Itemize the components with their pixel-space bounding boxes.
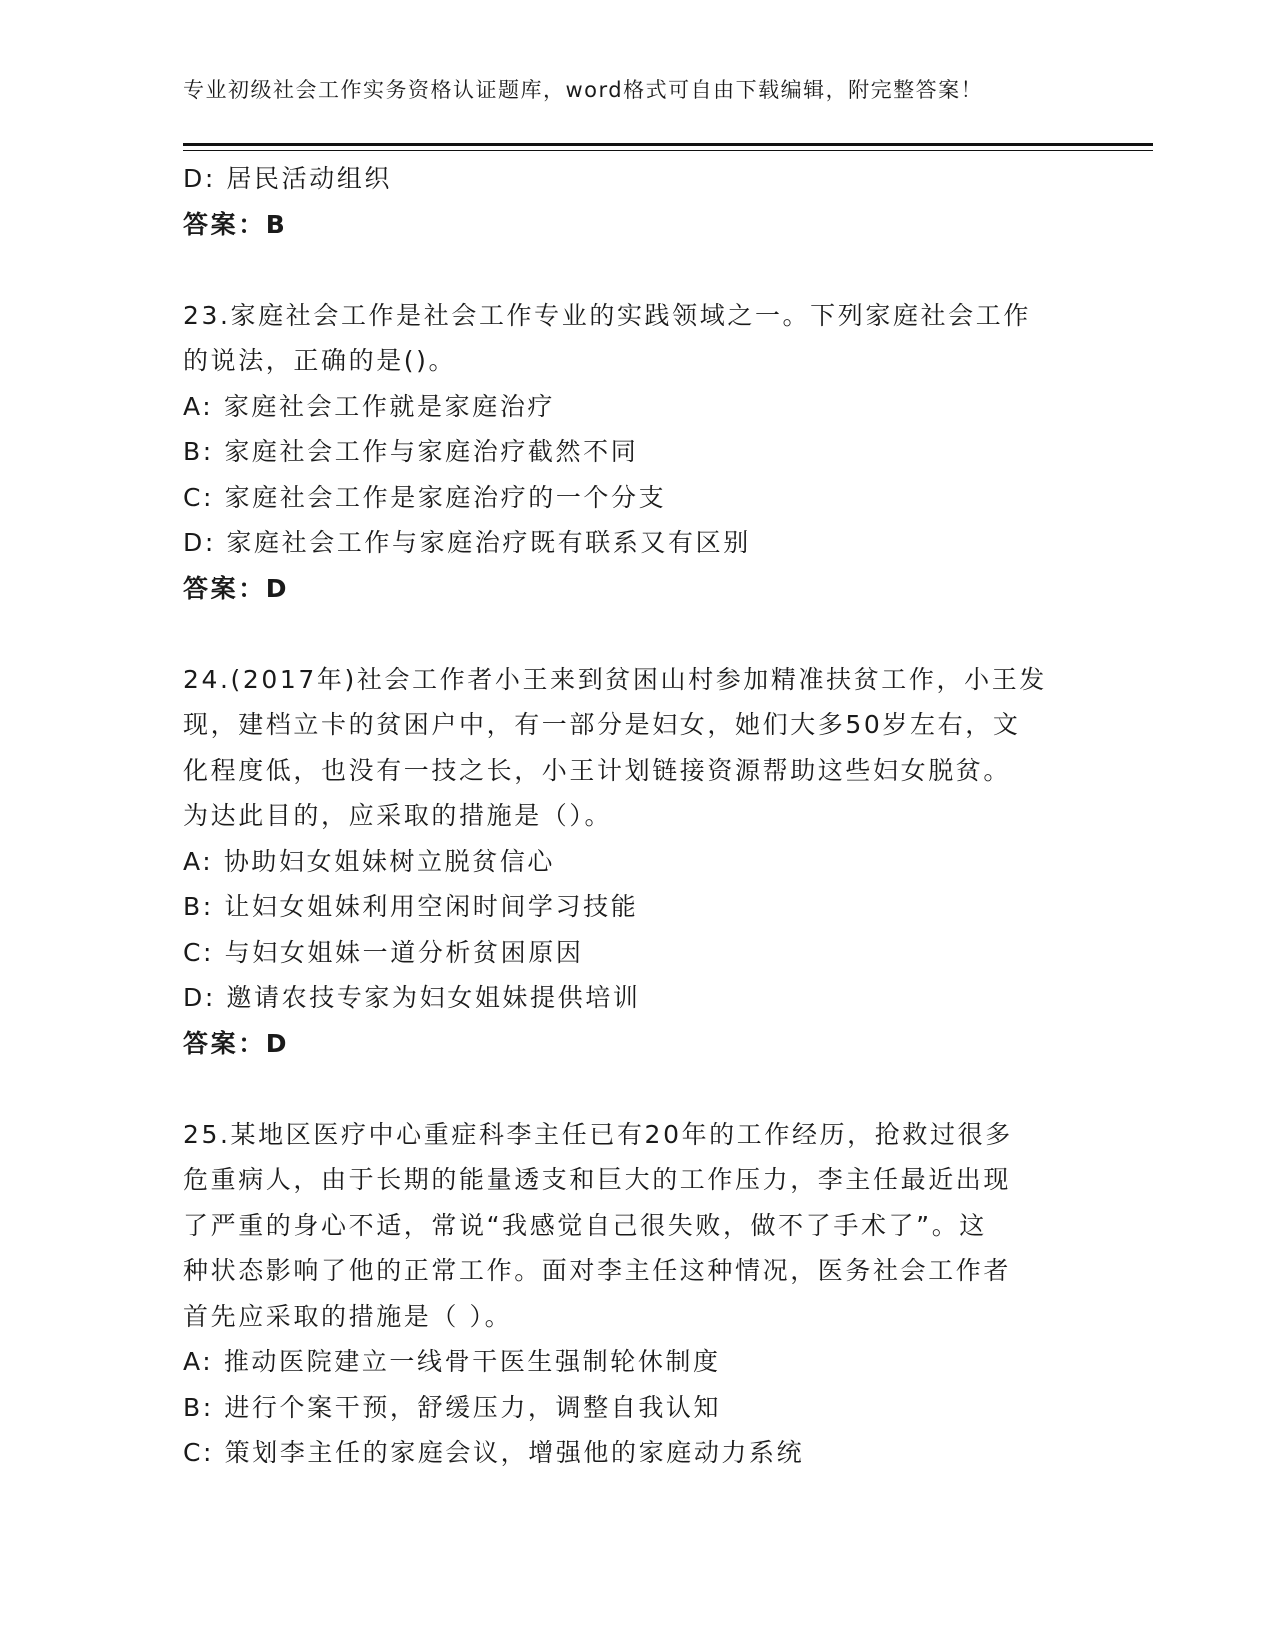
question-stem-line: 首先应采取的措施是（ ）。 bbox=[183, 1301, 513, 1331]
option-d: D: 家庭社会工作与家庭治疗既有联系又有区别 bbox=[183, 528, 751, 557]
question-22-tail bbox=[183, 156, 1083, 247]
question-stem-line: 25.某地区医疗中心重症科李主任已有20年的工作经历，抢救过很多 bbox=[183, 1119, 1013, 1149]
question-stem-line: 种状态影响了他的正常工作。面对李主任这种情况，医务社会工作者 bbox=[183, 1256, 1012, 1285]
question-content bbox=[183, 156, 1083, 1476]
question-stem-line: 现，建档立卡的贫困户中，有一部分是妇女，她们大多50岁左右，文 bbox=[183, 710, 1021, 739]
question-stem-line: 化程度低，也没有一技之长，小王计划链接资源帮助这些妇女脱贫。 bbox=[183, 755, 1012, 785]
option-c: C: 与妇女姐妹一道分析贫困原因 bbox=[183, 937, 584, 967]
answer-line: 答案：D bbox=[183, 573, 290, 603]
option-c: C: 策划李主任的家庭会议，增强他的家庭动力系统 bbox=[183, 1438, 805, 1467]
question-stem-line: 危重病人，由于长期的能量透支和巨大的工作压力，李主任最近出现 bbox=[183, 1165, 1012, 1194]
option-a: A: 推动医院建立一线骨干医生强制轮休制度 bbox=[183, 1347, 721, 1376]
spacer bbox=[183, 611, 1083, 657]
question-stem-line: 了严重的身心不适，常说“我感觉自己很失败，做不了手术了”。这 bbox=[183, 1210, 987, 1240]
answer-line: 答案：B bbox=[183, 209, 288, 239]
option-a: A: 协助妇女姐妹树立脱贫信心 bbox=[183, 846, 556, 876]
question-25 bbox=[183, 1112, 1083, 1476]
document-header: 专业初级社会工作实务资格认证题库，word格式可自由下载编辑，附完整答案！ bbox=[183, 78, 984, 102]
question-stem-line: 为达此目的，应采取的措施是（）。 bbox=[183, 801, 613, 830]
question-stem-line: 的说法，正确的是()。 bbox=[183, 346, 457, 375]
question-stem-line: 24.(2017年)社会工作者小王来到贫困山村参加精准扶贫工作，小王发 bbox=[183, 664, 1047, 694]
option-b: B: 进行个案干预，舒缓压力，调整自我认知 bbox=[183, 1392, 722, 1422]
spacer bbox=[183, 247, 1083, 293]
header-divider-thin bbox=[183, 150, 1153, 151]
question-stem-line: 23.家庭社会工作是社会工作专业的实践领域之一。下列家庭社会工作 bbox=[183, 300, 1031, 330]
option-b: B: 让妇女姐妹利用空闲时间学习技能 bbox=[183, 892, 639, 921]
answer-line: 答案：D bbox=[183, 1028, 290, 1058]
header-divider-thick bbox=[183, 143, 1153, 146]
option-d: D: 邀请农技专家为妇女姐妹提供培训 bbox=[183, 983, 641, 1012]
option-d: D: 居民活动组织 bbox=[183, 164, 393, 193]
question-23 bbox=[183, 293, 1083, 612]
option-b: B: 家庭社会工作与家庭治疗截然不同 bbox=[183, 437, 639, 466]
option-c: C: 家庭社会工作是家庭治疗的一个分支 bbox=[183, 482, 667, 512]
question-24 bbox=[183, 657, 1083, 1067]
spacer bbox=[183, 1066, 1083, 1112]
option-a: A: 家庭社会工作就是家庭治疗 bbox=[183, 391, 556, 421]
